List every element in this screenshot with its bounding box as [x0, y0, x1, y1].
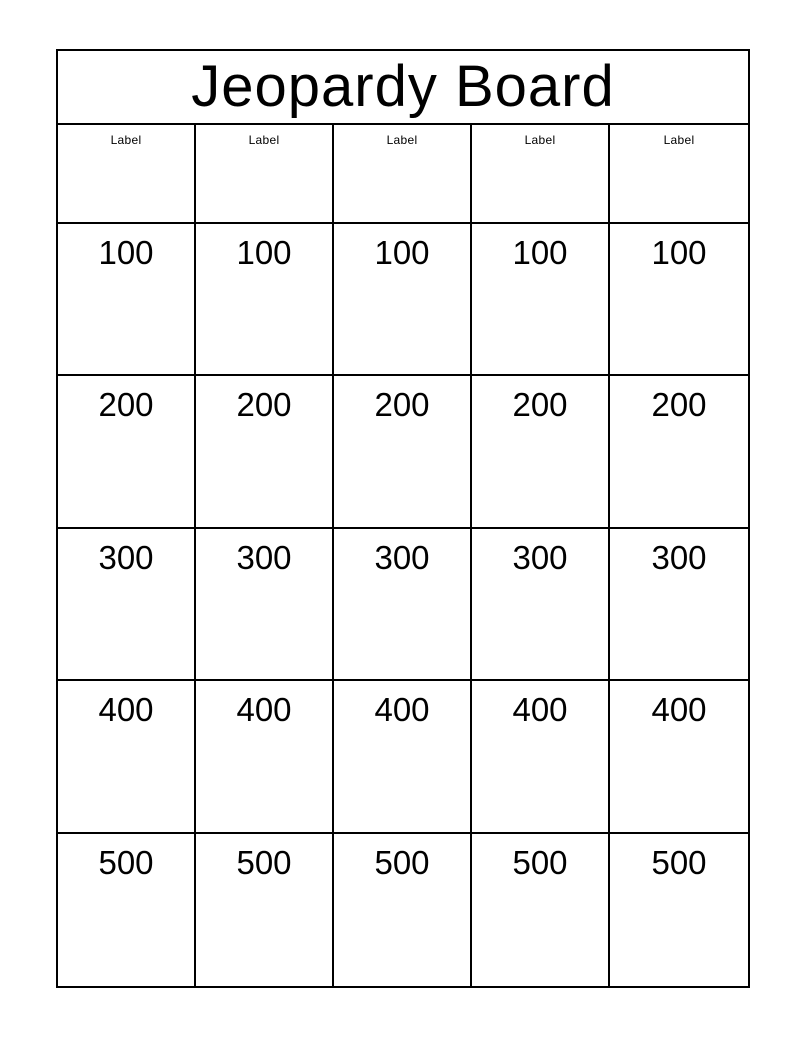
tile-cell[interactable]: 100	[58, 224, 196, 376]
category-header-cell[interactable]: Label	[196, 125, 334, 224]
tile-cell[interactable]: 500	[472, 834, 610, 986]
tile-cell[interactable]: 500	[58, 834, 196, 986]
category-header-cell[interactable]: Label	[334, 125, 472, 224]
tile-cell[interactable]: 100	[196, 224, 334, 376]
tile-cell[interactable]: 400	[58, 681, 196, 833]
tile-cell[interactable]: 100	[334, 224, 472, 376]
category-header-row	[58, 125, 748, 224]
board-row-100	[58, 224, 748, 376]
tile-cell[interactable]: 300	[472, 529, 610, 681]
tile-cell[interactable]: 200	[610, 376, 748, 528]
category-header-cell[interactable]: Label	[58, 125, 196, 224]
tile-cell[interactable]: 300	[334, 529, 472, 681]
tile-cell[interactable]: 400	[196, 681, 334, 833]
tile-cell[interactable]: 200	[58, 376, 196, 528]
category-header-cell[interactable]: Label	[472, 125, 610, 224]
tile-cell[interactable]: 300	[58, 529, 196, 681]
tile-cell[interactable]: 300	[610, 529, 748, 681]
tile-cell[interactable]: 100	[610, 224, 748, 376]
board-row-500	[58, 834, 748, 986]
board-title: Jeopardy Board	[58, 51, 748, 125]
tile-cell[interactable]: 400	[610, 681, 748, 833]
tile-cell[interactable]: 200	[334, 376, 472, 528]
jeopardy-board	[56, 49, 750, 988]
tile-cell[interactable]: 100	[472, 224, 610, 376]
board-row-300	[58, 529, 748, 681]
tile-cell[interactable]: 500	[196, 834, 334, 986]
tile-cell[interactable]: 400	[472, 681, 610, 833]
tile-cell[interactable]: 400	[334, 681, 472, 833]
tile-cell[interactable]: 500	[334, 834, 472, 986]
tile-cell[interactable]: 300	[196, 529, 334, 681]
tile-cell[interactable]: 200	[472, 376, 610, 528]
tile-cell[interactable]: 200	[196, 376, 334, 528]
board-row-400	[58, 681, 748, 833]
category-header-cell[interactable]: Label	[610, 125, 748, 224]
tile-cell[interactable]: 500	[651, 843, 707, 881]
board-row-200	[58, 376, 748, 528]
